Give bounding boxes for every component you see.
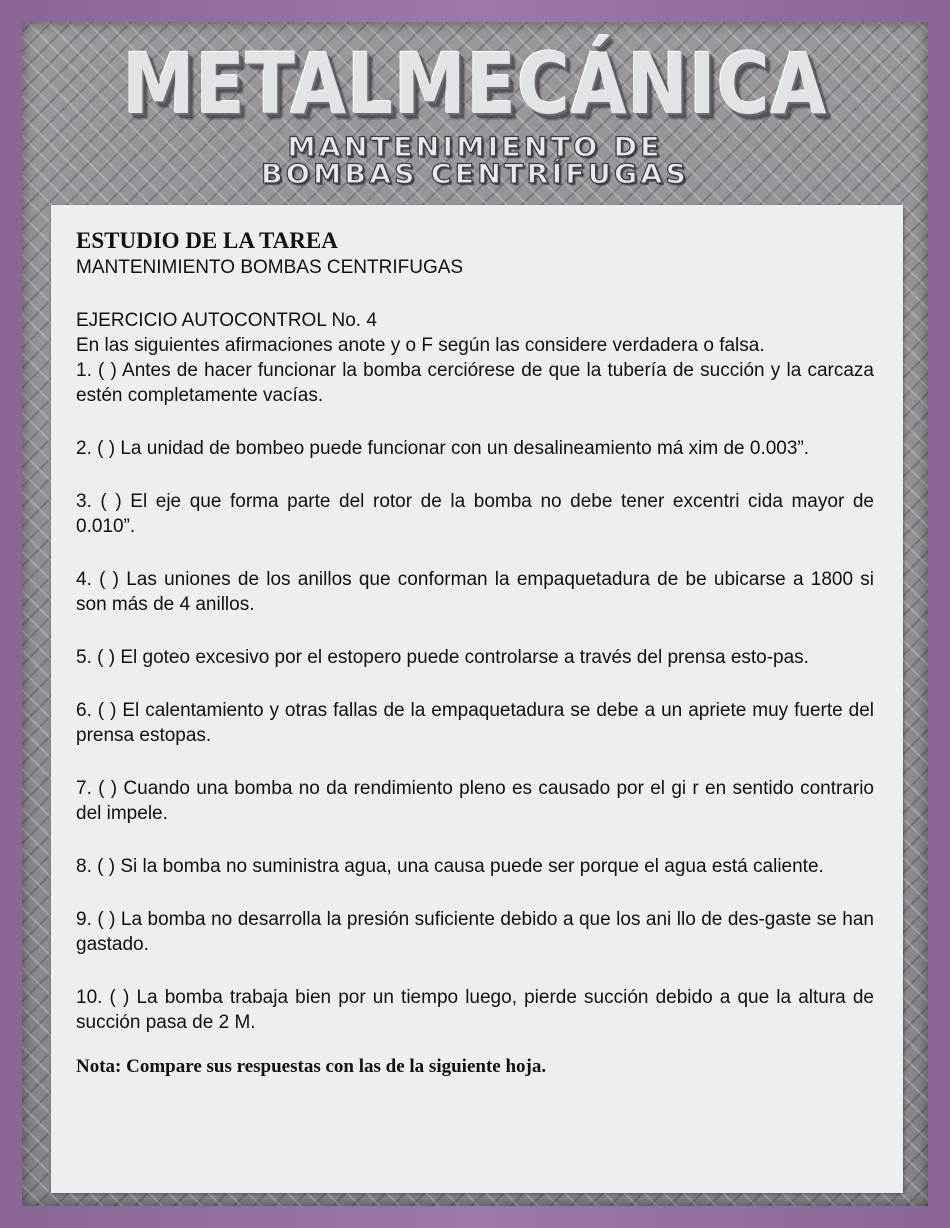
statement-item: 5. ( ) El goteo excesivo por el estopero puede controlarse a través del prensa esto-pas. — [76, 647, 809, 668]
statement-item: 6. ( ) El calentamiento y otras fallas de la empaquetadura se debe a un apriete muy fuerte del prensa estopas. — [76, 700, 874, 746]
spacer — [76, 280, 874, 308]
statement-item: 9. ( ) La bomba no desarrolla la presión suficiente debido a que los ani llo de des-gaste se han gastado. — [76, 909, 874, 955]
statement-item: 1. ( ) Antes de hacer funcionar la bomba cerciórese de que la tubería de succión y la carcaza estén completamente vacías. — [76, 360, 874, 406]
banner-title: METALMECÁNICA — [122, 35, 828, 133]
document-heading: ESTUDIO DE LA TAREA — [76, 228, 338, 253]
statement-item: 10. ( ) La bomba trabaja bien por un tiempo luego, pierde succión debido a que la altura de succión pasa de 2 M. — [76, 987, 874, 1033]
statement-item: 2. ( ) La unidad de bombeo puede funcionar con un desalineamiento má xim de 0.003”. — [76, 438, 810, 459]
statement-item: 7. ( ) Cuando una bomba no da rendimiento pleno es causado por el gi r en sentido contrario del impele. — [76, 778, 874, 824]
note-text: Nota: Compare sus respuestas con las de la siguiente hoja. — [76, 1056, 547, 1077]
banner-subtitle-line2: BOMBAS CENTRÍFUGAS — [260, 159, 690, 190]
statement-item: 3. ( ) El eje que forma parte del rotor de la bomba no debe tener excentri cida mayor de 0.010”. — [76, 491, 874, 537]
statement-item: 4. ( ) Las uniones de los anillos que conforman la empaquetadura de be ubicarse a 1800 si son más de 4 anillos. — [76, 569, 874, 615]
document-subheading: MANTENIMIENTO BOMBAS CENTRIFUGAS — [76, 257, 464, 278]
statement-item: 8. ( ) Si la bomba no suministra agua, una causa puede ser porque el agua está caliente. — [76, 856, 824, 877]
paper-panel — [51, 205, 903, 1193]
instruction-text: En las siguientes afirmaciones anote y o F según las considere verdadera o falsa. — [76, 335, 765, 356]
exercise-title: EJERCICIO AUTOCONTROL No. 4 — [76, 310, 377, 331]
document-content — [76, 227, 874, 1079]
banner-subtitle-line1: MANTENIMIENTO DE — [287, 132, 663, 163]
